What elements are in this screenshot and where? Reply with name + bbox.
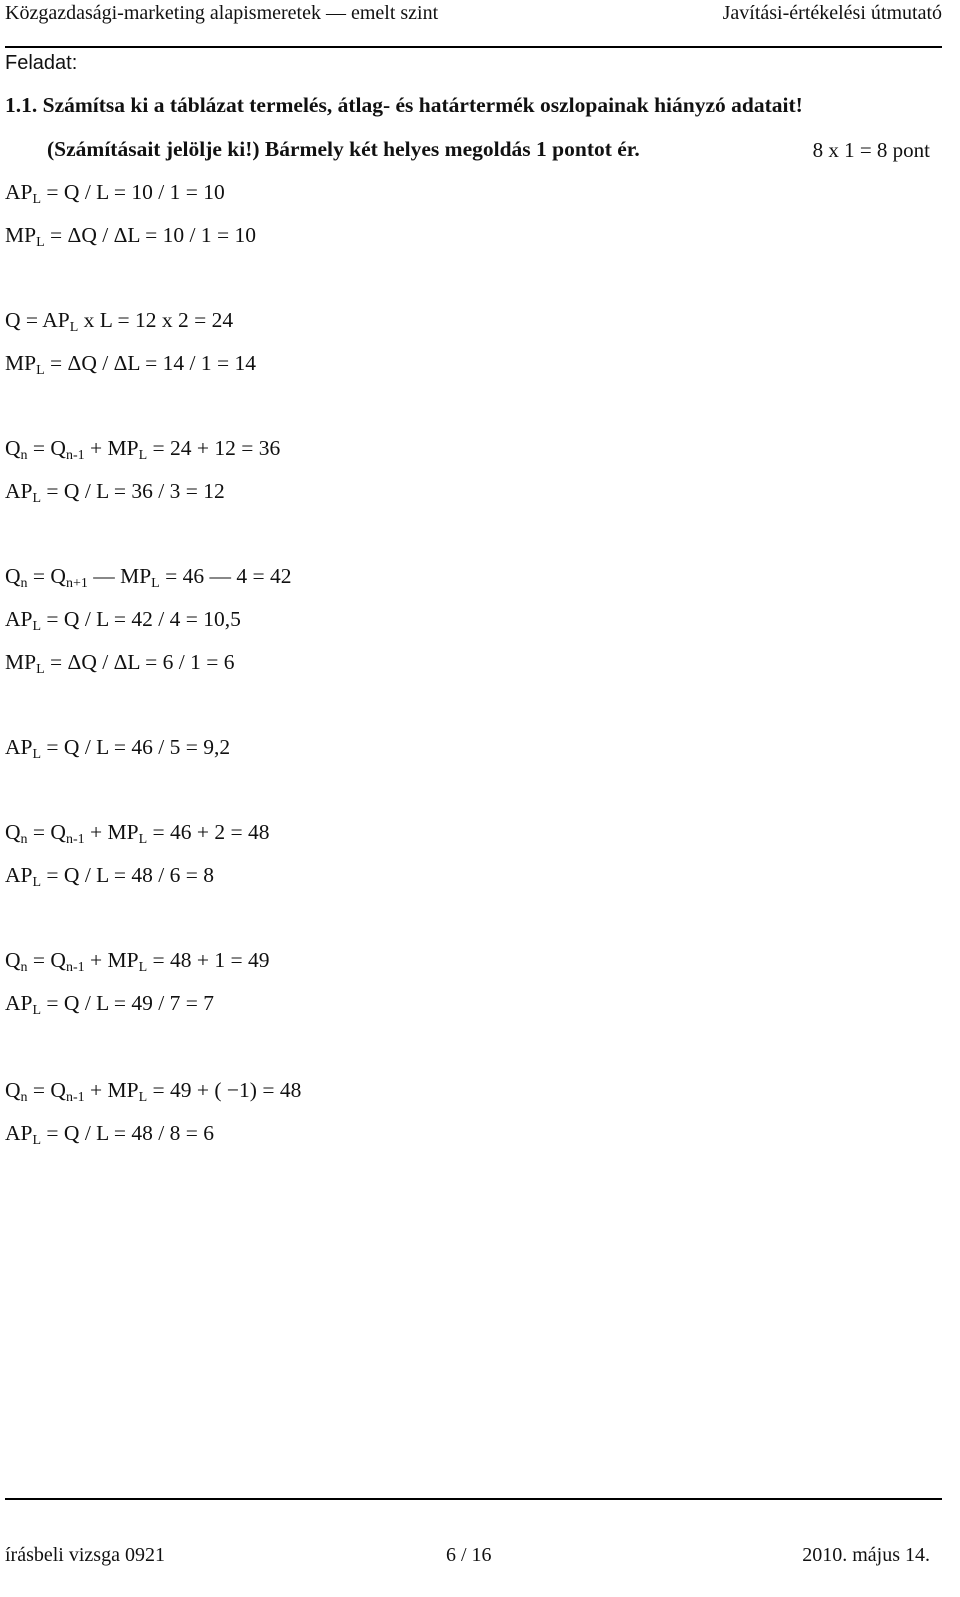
header-title: Közgazdasági-marketing alapismeretek — emelt szint bbox=[5, 2, 439, 24]
footer-date: 2010. május 14. bbox=[802, 1544, 930, 1566]
footer-exam-code: írásbeli vizsga 0921 bbox=[5, 1544, 165, 1566]
calc-line: $AP_L = Q / L = 49 / 7 = 7$ bbox=[5, 991, 214, 1018]
question-line-1: 1.1. Számítsa ki a táblázat termelés, átlag- és határtermék oszlopainak hiányzó adatait! bbox=[5, 93, 803, 117]
calc-line: $MP_L = \Delta Q / \Delta L = 14 / 1 = 14$ bbox=[5, 351, 256, 378]
header-guide-label: Javítási-értékelési útmutató bbox=[722, 2, 942, 24]
header-rule bbox=[5, 46, 942, 48]
calc-line: $AP_L = Q / L = 48 / 6 = 8$ bbox=[5, 863, 214, 890]
calc-line: $AP_L = Q / L = 42 / 4 = 10,5$ bbox=[5, 607, 241, 634]
calc-line: $Q_n = Q_{n-1} + MP_L = 49$ + ( −1) = 48 bbox=[5, 1078, 302, 1105]
task-label: Feladat: bbox=[5, 52, 78, 74]
calc-line: $Q_n = Q_{n-1} + MP_L = 48 + 1 = 49$ bbox=[5, 948, 270, 975]
calc-line: $Q = AP_L$ x L = 12 x 2 = 24 bbox=[5, 308, 234, 335]
calc-line: $AP_L = Q / L = 48 / 8 = 6$ bbox=[5, 1121, 214, 1148]
calc-line: $AP_L = Q / L = 10 / 1 = 10$ bbox=[5, 180, 225, 207]
calc-line: $Q_n = Q_{n+1}$ — $MP_L = 46$ — 4 = 42 bbox=[5, 564, 292, 591]
calc-line: $Q_n = Q_{n-1} + MP_L = 46 + 2 = 48$ bbox=[5, 820, 270, 847]
calc-line: $AP_L = Q / L = 46 / 5 = 9,2$ bbox=[5, 735, 231, 762]
footer-page-number: 6 / 16 bbox=[446, 1544, 492, 1566]
points-label: 8 x 1 = 8 pont bbox=[812, 138, 930, 162]
calc-line: $Q_n = Q_{n-1} + MP_L = 24 + 12 = 36$ bbox=[5, 436, 281, 463]
footer-rule bbox=[5, 1498, 942, 1500]
calc-line: $AP_L = Q / L = 36 / 3 = 12$ bbox=[5, 479, 225, 506]
calc-line: $MP_L = \Delta Q / \Delta L = 6 / 1 = 6$ bbox=[5, 650, 235, 677]
page-header bbox=[5, 0, 942, 46]
question-line-2: (Számításait jelölje ki!) Bármely két helyes megoldás 1 pontot ér. bbox=[47, 137, 640, 161]
calc-line: $MP_L = \Delta Q / \Delta L = 10 / 1 = 10$ bbox=[5, 223, 256, 250]
